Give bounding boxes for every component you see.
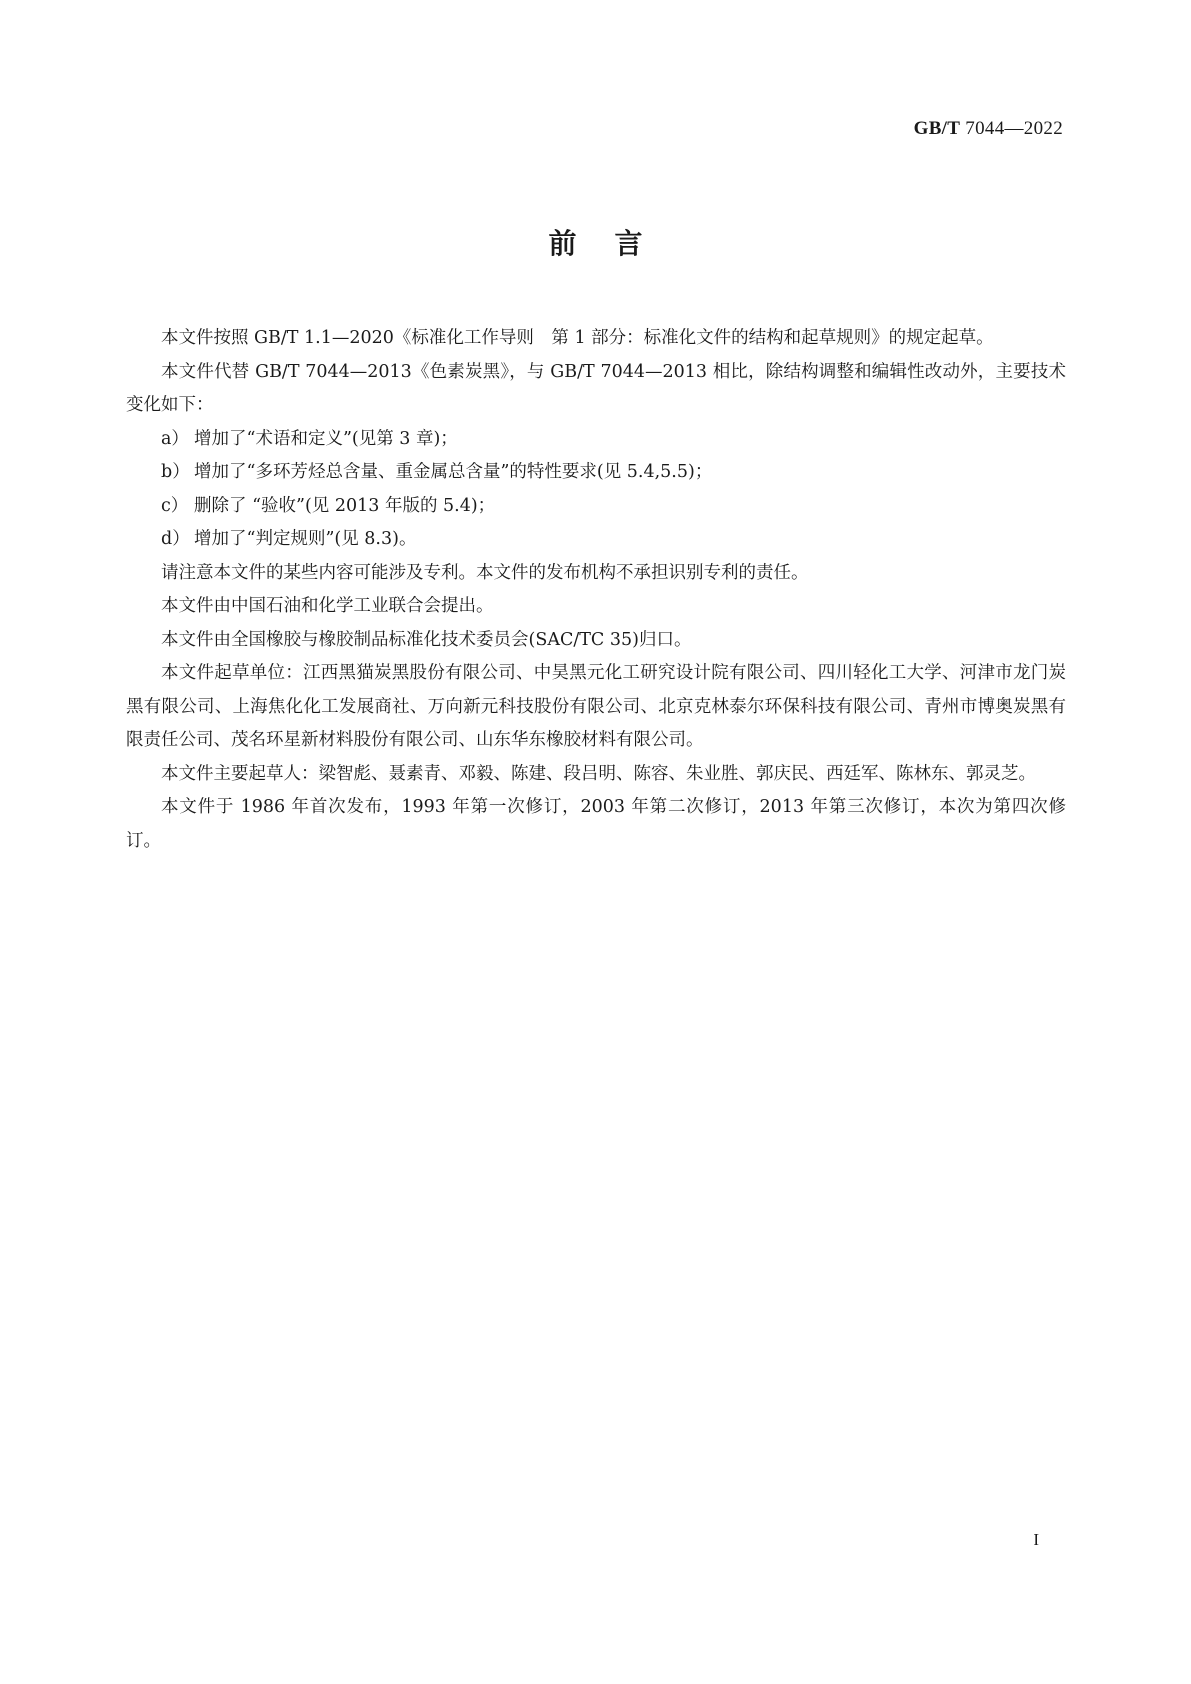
paragraph-drafting-organizations: 本文件起草单位：江西黑猫炭黑股份有限公司、中昊黑元化工研究设计院有限公司、四川轻化工大学、河津市龙门炭黑有限公司、上海焦化化工发展商社、万向新元科技股份有限公司、北京克林泰尔环保科技有限公司、青州市博奥炭黑有限责任公司、茂名环星新材料股份有限公司、山东华东橡胶材料有限公司。 bbox=[126, 663, 1066, 750]
list-marker: c） bbox=[161, 495, 189, 516]
paragraph-proposer: 本文件由中国石油和化学工业联合会提出。 bbox=[161, 596, 494, 616]
list-item-text: 增加了“术语和定义”(见第 3 章)； bbox=[194, 428, 458, 449]
list-item-text: 增加了“判定规则”(见 8.3)。 bbox=[194, 529, 417, 549]
foreword-body bbox=[126, 322, 1066, 858]
list-item-change-a bbox=[126, 423, 1066, 457]
list-item-text: 增加了“多环芳烃总含量、重金属总含量”的特性要求(见 5.4,5.5)； bbox=[194, 462, 713, 482]
list-item-text: 删除了 “验收”(见 2013 年版的 5.4)； bbox=[194, 495, 496, 516]
list-item-change-b bbox=[126, 456, 1066, 490]
page-title: 前言 bbox=[548, 227, 681, 260]
paragraph-replacement: 本文件代替 GB/T 7044—2013《色素炭黑》，与 GB/T 7044—2013 相比，除结构调整和编辑性改动外，主要技术变化如下： bbox=[126, 361, 1066, 415]
list-item-change-d bbox=[126, 523, 1066, 557]
list-marker: d） bbox=[161, 529, 190, 549]
standard-code-header bbox=[914, 118, 1063, 140]
standard-number: 7044—2022 bbox=[965, 118, 1063, 139]
standard-prefix: GB/T bbox=[913, 118, 961, 139]
list-marker: b） bbox=[161, 462, 190, 482]
paragraph-revision-history: 本文件于 1986 年首次发布，1993 年第一次修订，2003 年第二次修订，2013 年第三次修订，本次为第四次修订。 bbox=[126, 797, 1066, 851]
paragraph-drafting-basis: 本文件按照 GB/T 1.1—2020《标准化工作导则 第 1 部分：标准化文件的结构和起草规则》的规定起草。 bbox=[161, 328, 994, 348]
list-marker: a） bbox=[161, 428, 189, 449]
paragraph-drafters: 本文件主要起草人：梁智彪、聂素青、邓毅、陈建、段吕明、陈容、朱业胜、郭庆民、西廷军、陈林东、郭灵芝。 bbox=[161, 763, 1036, 784]
page-number: I bbox=[1033, 1530, 1039, 1549]
paragraph-patent-notice: 请注意本文件的某些内容可能涉及专利。本文件的发布机构不承担识别专利的责任。 bbox=[161, 562, 809, 583]
list-item-change-c bbox=[126, 490, 1066, 524]
paragraph-committee: 本文件由全国橡胶与橡胶制品标准化技术委员会(SAC/TC 35)归口。 bbox=[161, 629, 692, 650]
